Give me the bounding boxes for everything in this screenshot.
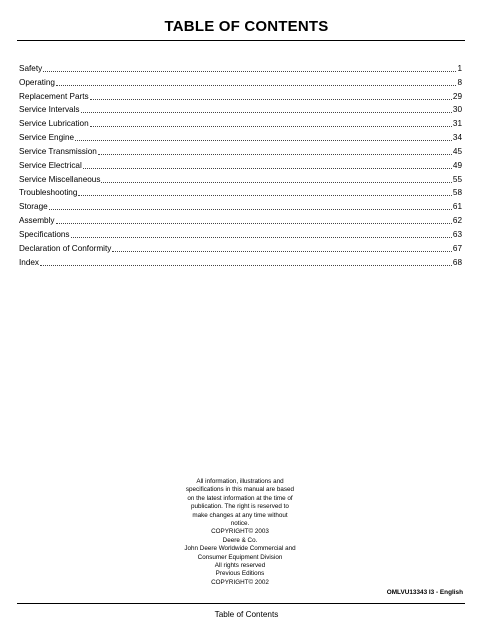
toc-entry-page: 61: [452, 202, 462, 212]
copyright-line: Consumer Equipment Division: [197, 553, 283, 561]
toc-entry-service-electrical[interactable]: [19, 157, 462, 171]
copyright-line: publication. The right is reserved to: [191, 503, 289, 511]
toc-entry-label: Index: [19, 257, 40, 267]
toc-entry-label: Specifications: [19, 229, 70, 239]
toc-entry-page: 63: [452, 229, 462, 239]
toc-entry-label: Service Engine: [19, 133, 75, 143]
footer-section-label: Table of Contents: [214, 610, 279, 619]
toc-entry-page: 68: [452, 257, 462, 267]
toc-entry-service-transmission[interactable]: [19, 143, 462, 157]
toc-entry-service-miscellaneous[interactable]: [19, 171, 462, 185]
copyright-line: All information, illustrations and: [196, 478, 284, 485]
toc-entry-label: Service Intervals: [19, 105, 80, 115]
toc-entry-label: Declaration of Conformity: [19, 243, 112, 253]
dot-leader: [90, 99, 452, 100]
dot-leader: [71, 237, 452, 238]
toc-entry-label: Service Transmission: [19, 146, 97, 156]
footer-divider: [17, 603, 465, 604]
dot-leader: [43, 71, 456, 72]
dot-leader: [56, 85, 456, 86]
toc-entry-label: Service Miscellaneous: [19, 174, 101, 184]
document-code: OMLVU13343 I3 - English: [386, 589, 463, 596]
toc-entry-page: 58: [452, 188, 462, 198]
table-of-contents: [19, 60, 462, 268]
toc-entry-operating[interactable]: [19, 74, 462, 88]
copyright-line: on the latest information at the time of: [187, 494, 293, 502]
toc-entry-safety[interactable]: [19, 60, 462, 74]
toc-entry-storage[interactable]: [19, 198, 462, 212]
dot-leader: [98, 154, 452, 155]
page-title: TABLE OF CONTENTS: [164, 18, 329, 35]
toc-entry-service-engine[interactable]: [19, 129, 462, 143]
copyright-line: Deere & Co.: [222, 536, 258, 544]
dot-leader: [101, 182, 451, 183]
toc-entry-index[interactable]: [19, 254, 462, 268]
toc-entry-label: Service Electrical: [19, 160, 82, 170]
dot-leader: [75, 140, 452, 141]
copyright-notice: [176, 478, 304, 587]
toc-entry-page: 8: [457, 77, 462, 87]
toc-entry-label: Safety: [19, 63, 43, 73]
toc-entry-page: 55: [452, 174, 462, 184]
copyright-line: make changes at any time without: [192, 511, 288, 519]
toc-entry-label: Assembly: [19, 216, 55, 226]
toc-entry-page: 67: [452, 243, 462, 253]
copyright-line: All rights reserved: [214, 562, 266, 570]
dot-leader: [112, 251, 452, 252]
dot-leader: [56, 223, 452, 224]
toc-entry-page: 30: [452, 105, 462, 115]
copyright-line: specifications in this manual are based: [185, 486, 295, 494]
toc-entry-declaration-of-conformity[interactable]: [19, 240, 462, 254]
toc-entry-page: 49: [452, 160, 462, 170]
toc-entry-page: 45: [452, 146, 462, 156]
toc-entry-specifications[interactable]: [19, 226, 462, 240]
toc-entry-page: 31: [452, 119, 462, 129]
dot-leader: [49, 209, 452, 210]
dot-leader: [78, 195, 451, 196]
dot-leader: [83, 168, 452, 169]
copyright-line: COPYRIGHT© 2003: [211, 528, 269, 536]
copyright-line: Previous Editions: [215, 570, 265, 578]
toc-entry-page: 62: [452, 216, 462, 226]
toc-entry-label: Troubleshooting: [19, 188, 78, 198]
toc-entry-service-intervals[interactable]: [19, 102, 462, 116]
toc-entry-label: Service Lubrication: [19, 119, 89, 129]
copyright-line: notice.: [230, 520, 250, 528]
toc-entry-label: Replacement Parts: [19, 91, 89, 101]
toc-entry-page: 34: [452, 133, 462, 143]
dot-leader: [90, 126, 452, 127]
title-divider: [17, 40, 465, 41]
toc-entry-replacement-parts[interactable]: [19, 88, 462, 102]
toc-entry-page: 29: [452, 91, 462, 101]
toc-entry-label: Operating: [19, 77, 55, 87]
toc-entry-troubleshooting[interactable]: [19, 185, 462, 199]
toc-entry-assembly[interactable]: [19, 212, 462, 226]
copyright-line: John Deere Worldwide Commercial and: [184, 545, 296, 553]
toc-entry-label: Storage: [19, 202, 48, 212]
toc-entry-page: 1: [457, 63, 462, 73]
copyright-line: COPYRIGHT© 2002: [211, 578, 269, 586]
dot-leader: [81, 112, 452, 113]
dot-leader: [40, 265, 452, 266]
toc-entry-service-lubrication[interactable]: [19, 115, 462, 129]
